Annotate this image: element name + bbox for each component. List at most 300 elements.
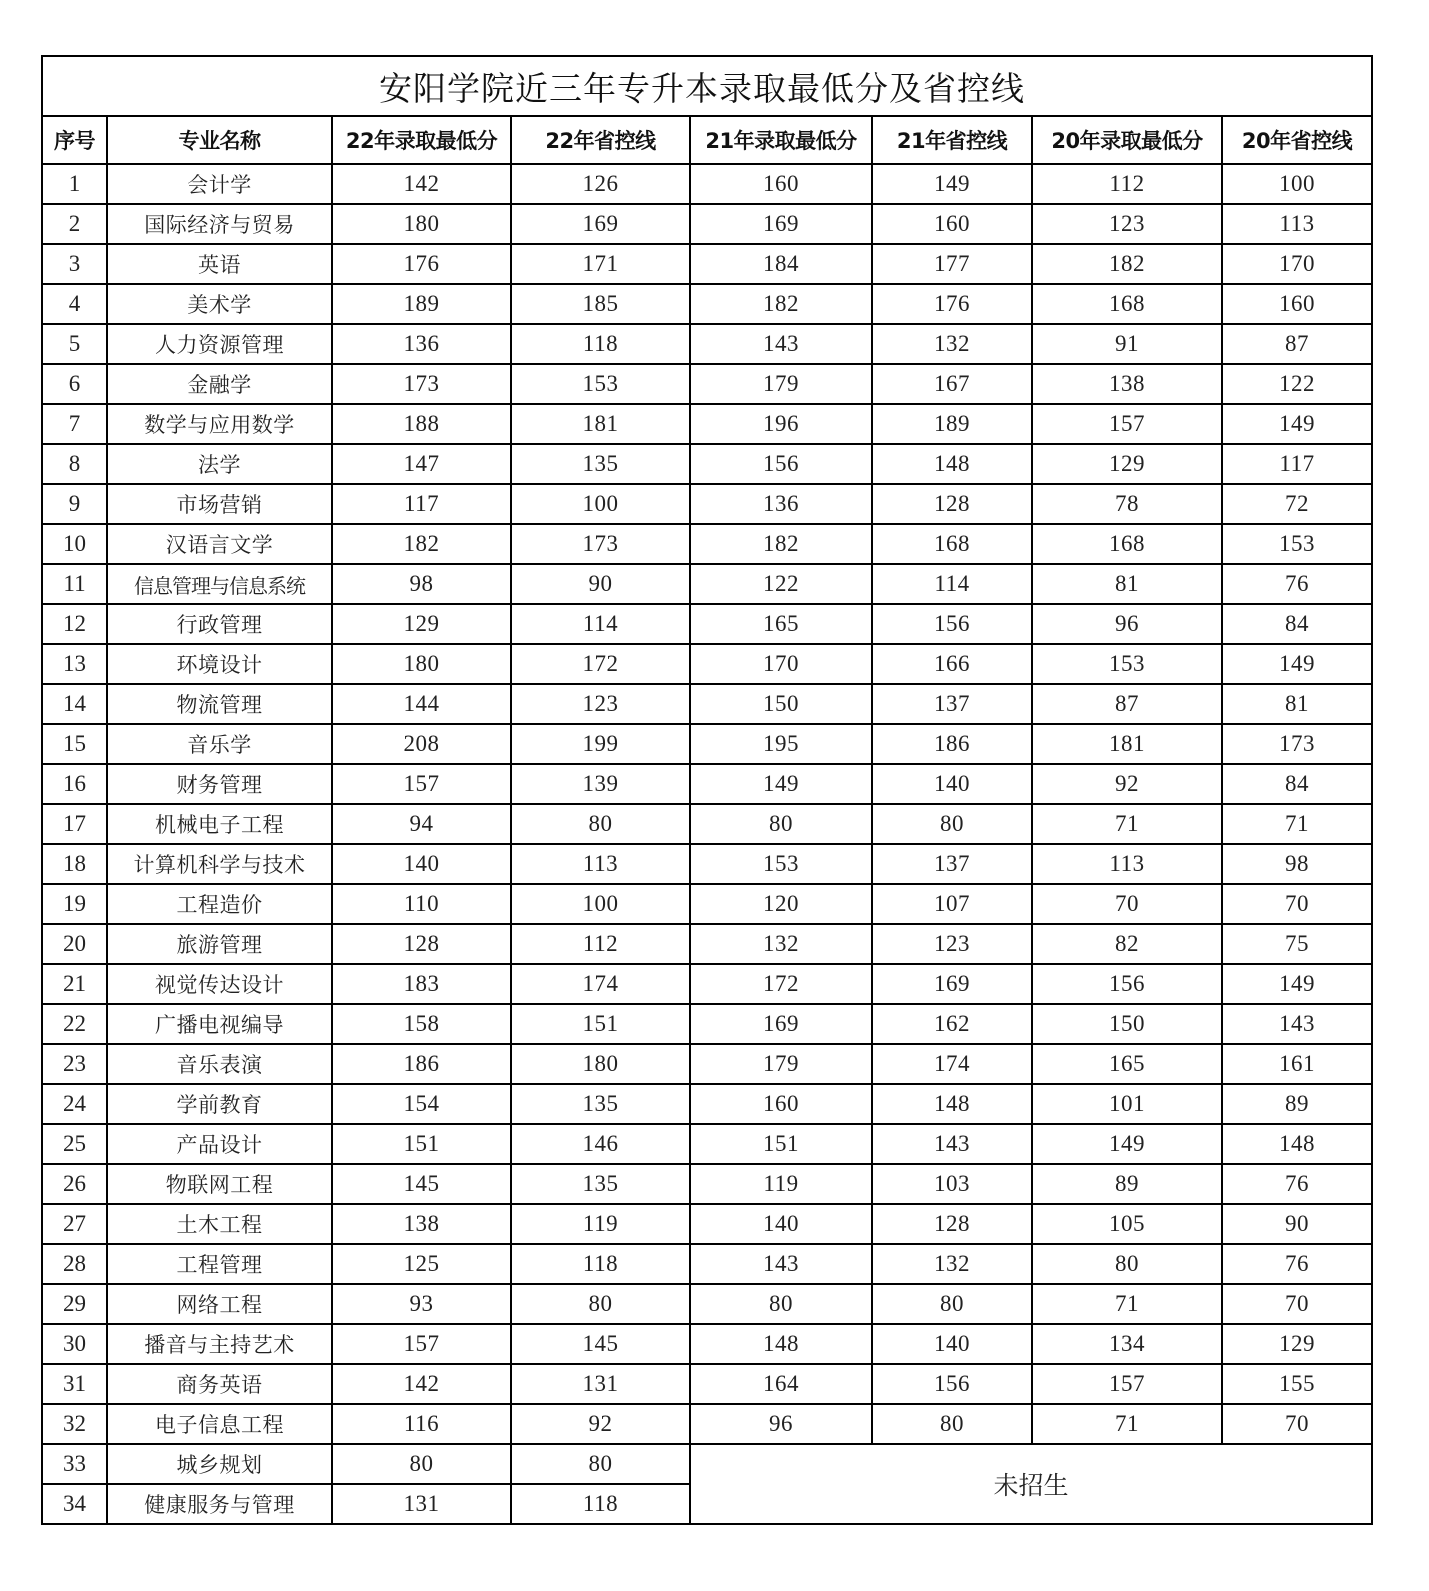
provincial-line-2020-cell: 160 (1222, 284, 1372, 324)
row-index-cell: 25 (42, 1124, 107, 1164)
column-header-row (42, 116, 1372, 164)
major-name-cell: 行政管理 (107, 604, 332, 644)
provincial-line-2020-cell: 70 (1222, 1404, 1372, 1444)
provincial-line-2021-cell: 160 (872, 204, 1032, 244)
table-row (42, 524, 1372, 564)
provincial-line-2020-cell: 170 (1222, 244, 1372, 284)
row-index-cell: 10 (42, 524, 107, 564)
min-score-2022-cell: 142 (332, 164, 511, 204)
major-name-cell: 环境设计 (107, 644, 332, 684)
min-score-2021-cell: 149 (690, 764, 872, 804)
provincial-line-2021-cell: 128 (872, 1204, 1032, 1244)
min-score-2020-cell: 156 (1032, 964, 1222, 1004)
provincial-line-2022-cell: 174 (511, 964, 690, 1004)
table-row (42, 844, 1372, 884)
min-score-2022-cell: 154 (332, 1084, 511, 1124)
row-index-cell: 21 (42, 964, 107, 1004)
min-score-2020-cell: 78 (1032, 484, 1222, 524)
column-header-provincial-line-2020: 20年省控线 (1222, 116, 1372, 164)
row-index-cell: 26 (42, 1164, 107, 1204)
admission-score-sheet (41, 55, 1370, 1525)
min-score-2021-cell: 96 (690, 1404, 872, 1444)
provincial-line-2021-cell: 189 (872, 404, 1032, 444)
min-score-2021-cell: 156 (690, 444, 872, 484)
min-score-2021-cell: 165 (690, 604, 872, 644)
row-index-cell: 7 (42, 404, 107, 444)
row-index-cell: 24 (42, 1084, 107, 1124)
row-index-cell: 9 (42, 484, 107, 524)
min-score-2020-cell: 105 (1032, 1204, 1222, 1244)
admission-score-table (41, 55, 1373, 1525)
min-score-2020-cell: 157 (1032, 404, 1222, 444)
min-score-2022-cell: 98 (332, 564, 511, 604)
min-score-2020-cell: 129 (1032, 444, 1222, 484)
row-index-cell: 27 (42, 1204, 107, 1244)
min-score-2020-cell: 101 (1032, 1084, 1222, 1124)
min-score-2022-cell: 93 (332, 1284, 511, 1324)
min-score-2021-cell: 184 (690, 244, 872, 284)
min-score-2022-cell: 129 (332, 604, 511, 644)
min-score-2020-cell: 92 (1032, 764, 1222, 804)
provincial-line-2022-cell: 171 (511, 244, 690, 284)
min-score-2021-cell: 150 (690, 684, 872, 724)
min-score-2022-cell: 131 (332, 1484, 511, 1524)
table-row (42, 444, 1372, 484)
row-index-cell: 17 (42, 804, 107, 844)
min-score-2020-cell: 71 (1032, 1404, 1222, 1444)
row-index-cell: 11 (42, 564, 107, 604)
min-score-2020-cell: 182 (1032, 244, 1222, 284)
provincial-line-2020-cell: 87 (1222, 324, 1372, 364)
table-row (42, 804, 1372, 844)
row-index-cell: 34 (42, 1484, 107, 1524)
table-row (42, 684, 1372, 724)
provincial-line-2022-cell: 131 (511, 1364, 690, 1404)
major-name-cell: 英语 (107, 244, 332, 284)
provincial-line-2020-cell: 70 (1222, 1284, 1372, 1324)
min-score-2021-cell: 80 (690, 1284, 872, 1324)
table-row (42, 1404, 1372, 1444)
table-row (42, 284, 1372, 324)
min-score-2020-cell: 168 (1032, 524, 1222, 564)
min-score-2021-cell: 172 (690, 964, 872, 1004)
row-index-cell: 18 (42, 844, 107, 884)
table-row (42, 644, 1372, 684)
provincial-line-2020-cell: 129 (1222, 1324, 1372, 1364)
table-row (42, 964, 1372, 1004)
major-name-cell: 音乐学 (107, 724, 332, 764)
table-row (42, 764, 1372, 804)
table-row (42, 164, 1372, 204)
column-header-min-score-2022: 22年录取最低分 (332, 116, 511, 164)
major-name-cell: 电子信息工程 (107, 1404, 332, 1444)
table-row (42, 1324, 1372, 1364)
provincial-line-2021-cell: 166 (872, 644, 1032, 684)
major-name-cell: 商务英语 (107, 1364, 332, 1404)
min-score-2020-cell: 113 (1032, 844, 1222, 884)
provincial-line-2020-cell: 98 (1222, 844, 1372, 884)
major-name-cell: 学前教育 (107, 1084, 332, 1124)
provincial-line-2021-cell: 132 (872, 1244, 1032, 1284)
row-index-cell: 33 (42, 1444, 107, 1484)
provincial-line-2020-cell: 122 (1222, 364, 1372, 404)
provincial-line-2022-cell: 112 (511, 924, 690, 964)
provincial-line-2022-cell: 173 (511, 524, 690, 564)
row-index-cell: 31 (42, 1364, 107, 1404)
min-score-2022-cell: 144 (332, 684, 511, 724)
provincial-line-2021-cell: 140 (872, 764, 1032, 804)
min-score-2021-cell: 132 (690, 924, 872, 964)
major-name-cell: 网络工程 (107, 1284, 332, 1324)
provincial-line-2021-cell: 80 (872, 804, 1032, 844)
min-score-2022-cell: 116 (332, 1404, 511, 1444)
min-score-2021-cell: 143 (690, 1244, 872, 1284)
major-name-cell: 汉语言文学 (107, 524, 332, 564)
table-row (42, 1004, 1372, 1044)
provincial-line-2022-cell: 145 (511, 1324, 690, 1364)
provincial-line-2020-cell: 100 (1222, 164, 1372, 204)
table-row (42, 364, 1372, 404)
provincial-line-2022-cell: 113 (511, 844, 690, 884)
min-score-2022-cell: 173 (332, 364, 511, 404)
min-score-2020-cell: 168 (1032, 284, 1222, 324)
provincial-line-2021-cell: 156 (872, 604, 1032, 644)
min-score-2021-cell: 151 (690, 1124, 872, 1164)
min-score-2022-cell: 180 (332, 644, 511, 684)
provincial-line-2020-cell: 76 (1222, 1164, 1372, 1204)
min-score-2020-cell: 91 (1032, 324, 1222, 364)
not-enrolled-note: 未招生 (690, 1444, 1372, 1524)
table-row (42, 1164, 1372, 1204)
table-row (42, 924, 1372, 964)
provincial-line-2022-cell: 114 (511, 604, 690, 644)
major-name-cell: 土木工程 (107, 1204, 332, 1244)
table-row (42, 404, 1372, 444)
row-index-cell: 22 (42, 1004, 107, 1044)
provincial-line-2022-cell: 146 (511, 1124, 690, 1164)
provincial-line-2021-cell: 149 (872, 164, 1032, 204)
row-index-cell: 3 (42, 244, 107, 284)
min-score-2020-cell: 96 (1032, 604, 1222, 644)
provincial-line-2022-cell: 135 (511, 444, 690, 484)
row-index-cell: 19 (42, 884, 107, 924)
min-score-2021-cell: 153 (690, 844, 872, 884)
provincial-line-2020-cell: 173 (1222, 724, 1372, 764)
provincial-line-2022-cell: 80 (511, 1284, 690, 1324)
provincial-line-2021-cell: 114 (872, 564, 1032, 604)
major-name-cell: 金融学 (107, 364, 332, 404)
provincial-line-2021-cell: 132 (872, 324, 1032, 364)
min-score-2022-cell: 176 (332, 244, 511, 284)
major-name-cell: 市场营销 (107, 484, 332, 524)
min-score-2021-cell: 148 (690, 1324, 872, 1364)
min-score-2020-cell: 150 (1032, 1004, 1222, 1044)
min-score-2022-cell: 158 (332, 1004, 511, 1044)
provincial-line-2022-cell: 118 (511, 1244, 690, 1284)
min-score-2020-cell: 81 (1032, 564, 1222, 604)
major-name-cell: 机械电子工程 (107, 804, 332, 844)
provincial-line-2022-cell: 90 (511, 564, 690, 604)
row-index-cell: 15 (42, 724, 107, 764)
major-name-cell: 城乡规划 (107, 1444, 332, 1484)
min-score-2021-cell: 80 (690, 804, 872, 844)
provincial-line-2020-cell: 117 (1222, 444, 1372, 484)
min-score-2021-cell: 160 (690, 164, 872, 204)
major-name-cell: 财务管理 (107, 764, 332, 804)
provincial-line-2022-cell: 118 (511, 324, 690, 364)
provincial-line-2022-cell: 199 (511, 724, 690, 764)
min-score-2020-cell: 80 (1032, 1244, 1222, 1284)
major-name-cell: 物流管理 (107, 684, 332, 724)
major-name-cell: 播音与主持艺术 (107, 1324, 332, 1364)
provincial-line-2020-cell: 149 (1222, 644, 1372, 684)
min-score-2021-cell: 195 (690, 724, 872, 764)
provincial-line-2021-cell: 156 (872, 1364, 1032, 1404)
min-score-2021-cell: 119 (690, 1164, 872, 1204)
provincial-line-2021-cell: 148 (872, 1084, 1032, 1124)
column-header-provincial-line-2022: 22年省控线 (511, 116, 690, 164)
major-name-cell: 数学与应用数学 (107, 404, 332, 444)
row-index-cell: 20 (42, 924, 107, 964)
provincial-line-2022-cell: 123 (511, 684, 690, 724)
column-header-provincial-line-2021: 21年省控线 (872, 116, 1032, 164)
table-row (42, 1244, 1372, 1284)
provincial-line-2020-cell: 90 (1222, 1204, 1372, 1244)
row-index-cell: 30 (42, 1324, 107, 1364)
min-score-2020-cell: 112 (1032, 164, 1222, 204)
row-index-cell: 6 (42, 364, 107, 404)
min-score-2021-cell: 182 (690, 524, 872, 564)
min-score-2022-cell: 142 (332, 1364, 511, 1404)
provincial-line-2022-cell: 80 (511, 804, 690, 844)
row-index-cell: 28 (42, 1244, 107, 1284)
table-row (42, 244, 1372, 284)
min-score-2020-cell: 71 (1032, 804, 1222, 844)
min-score-2022-cell: 110 (332, 884, 511, 924)
table-row (42, 1204, 1372, 1244)
min-score-2021-cell: 122 (690, 564, 872, 604)
min-score-2022-cell: 80 (332, 1444, 511, 1484)
min-score-2021-cell: 143 (690, 324, 872, 364)
provincial-line-2020-cell: 153 (1222, 524, 1372, 564)
provincial-line-2022-cell: 139 (511, 764, 690, 804)
min-score-2022-cell: 151 (332, 1124, 511, 1164)
provincial-line-2021-cell: 148 (872, 444, 1032, 484)
min-score-2020-cell: 70 (1032, 884, 1222, 924)
row-index-cell: 29 (42, 1284, 107, 1324)
provincial-line-2020-cell: 155 (1222, 1364, 1372, 1404)
major-name-cell: 法学 (107, 444, 332, 484)
provincial-line-2021-cell: 137 (872, 684, 1032, 724)
provincial-line-2020-cell: 71 (1222, 804, 1372, 844)
table-row (42, 484, 1372, 524)
min-score-2021-cell: 120 (690, 884, 872, 924)
min-score-2022-cell: 157 (332, 1324, 511, 1364)
table-row (42, 1444, 1372, 1484)
provincial-line-2021-cell: 176 (872, 284, 1032, 324)
provincial-line-2022-cell: 180 (511, 1044, 690, 1084)
provincial-line-2021-cell: 169 (872, 964, 1032, 1004)
provincial-line-2020-cell: 76 (1222, 1244, 1372, 1284)
provincial-line-2021-cell: 167 (872, 364, 1032, 404)
provincial-line-2022-cell: 169 (511, 204, 690, 244)
provincial-line-2020-cell: 149 (1222, 404, 1372, 444)
min-score-2022-cell: 140 (332, 844, 511, 884)
min-score-2021-cell: 179 (690, 1044, 872, 1084)
provincial-line-2022-cell: 135 (511, 1164, 690, 1204)
column-header-major: 专业名称 (107, 116, 332, 164)
row-index-cell: 14 (42, 684, 107, 724)
row-index-cell: 32 (42, 1404, 107, 1444)
provincial-line-2020-cell: 76 (1222, 564, 1372, 604)
min-score-2020-cell: 181 (1032, 724, 1222, 764)
major-name-cell: 国际经济与贸易 (107, 204, 332, 244)
provincial-line-2021-cell: 186 (872, 724, 1032, 764)
table-row (42, 604, 1372, 644)
min-score-2020-cell: 157 (1032, 1364, 1222, 1404)
min-score-2020-cell: 87 (1032, 684, 1222, 724)
major-name-cell: 健康服务与管理 (107, 1484, 332, 1524)
provincial-line-2022-cell: 153 (511, 364, 690, 404)
min-score-2020-cell: 149 (1032, 1124, 1222, 1164)
min-score-2022-cell: 189 (332, 284, 511, 324)
min-score-2022-cell: 138 (332, 1204, 511, 1244)
provincial-line-2021-cell: 128 (872, 484, 1032, 524)
min-score-2020-cell: 82 (1032, 924, 1222, 964)
table-row (42, 1284, 1372, 1324)
provincial-line-2022-cell: 126 (511, 164, 690, 204)
min-score-2020-cell: 153 (1032, 644, 1222, 684)
provincial-line-2020-cell: 70 (1222, 884, 1372, 924)
major-name-cell: 美术学 (107, 284, 332, 324)
row-index-cell: 4 (42, 284, 107, 324)
provincial-line-2022-cell: 181 (511, 404, 690, 444)
major-name-cell: 计算机科学与技术 (107, 844, 332, 884)
min-score-2020-cell: 89 (1032, 1164, 1222, 1204)
min-score-2020-cell: 138 (1032, 364, 1222, 404)
provincial-line-2020-cell: 84 (1222, 604, 1372, 644)
major-name-cell: 广播电视编导 (107, 1004, 332, 1044)
column-header-index: 序号 (42, 116, 107, 164)
major-name-cell: 人力资源管理 (107, 324, 332, 364)
major-name-cell: 产品设计 (107, 1124, 332, 1164)
table-row (42, 1364, 1372, 1404)
provincial-line-2020-cell: 75 (1222, 924, 1372, 964)
provincial-line-2020-cell: 113 (1222, 204, 1372, 244)
table-row (42, 204, 1372, 244)
table-row (42, 1044, 1372, 1084)
provincial-line-2022-cell: 185 (511, 284, 690, 324)
provincial-line-2020-cell: 81 (1222, 684, 1372, 724)
major-name-cell: 工程造价 (107, 884, 332, 924)
provincial-line-2021-cell: 137 (872, 844, 1032, 884)
provincial-line-2021-cell: 174 (872, 1044, 1032, 1084)
min-score-2022-cell: 117 (332, 484, 511, 524)
provincial-line-2022-cell: 118 (511, 1484, 690, 1524)
provincial-line-2022-cell: 151 (511, 1004, 690, 1044)
major-name-cell: 音乐表演 (107, 1044, 332, 1084)
provincial-line-2021-cell: 103 (872, 1164, 1032, 1204)
provincial-line-2021-cell: 177 (872, 244, 1032, 284)
major-name-cell: 视觉传达设计 (107, 964, 332, 1004)
provincial-line-2022-cell: 100 (511, 484, 690, 524)
row-index-cell: 13 (42, 644, 107, 684)
provincial-line-2020-cell: 161 (1222, 1044, 1372, 1084)
min-score-2021-cell: 169 (690, 1004, 872, 1044)
row-index-cell: 1 (42, 164, 107, 204)
min-score-2022-cell: 136 (332, 324, 511, 364)
provincial-line-2021-cell: 80 (872, 1284, 1032, 1324)
min-score-2021-cell: 179 (690, 364, 872, 404)
table-body (42, 164, 1372, 1524)
provincial-line-2021-cell: 107 (872, 884, 1032, 924)
major-name-cell: 信息管理与信息系统 (107, 564, 332, 604)
provincial-line-2021-cell: 123 (872, 924, 1032, 964)
provincial-line-2021-cell: 143 (872, 1124, 1032, 1164)
min-score-2022-cell: 208 (332, 724, 511, 764)
provincial-line-2020-cell: 72 (1222, 484, 1372, 524)
min-score-2021-cell: 170 (690, 644, 872, 684)
major-name-cell: 工程管理 (107, 1244, 332, 1284)
min-score-2022-cell: 94 (332, 804, 511, 844)
provincial-line-2020-cell: 148 (1222, 1124, 1372, 1164)
min-score-2021-cell: 140 (690, 1204, 872, 1244)
provincial-line-2020-cell: 89 (1222, 1084, 1372, 1124)
min-score-2022-cell: 180 (332, 204, 511, 244)
min-score-2022-cell: 183 (332, 964, 511, 1004)
table-title-cell (42, 56, 1372, 116)
provincial-line-2022-cell: 80 (511, 1444, 690, 1484)
column-header-min-score-2021: 21年录取最低分 (690, 116, 872, 164)
row-index-cell: 8 (42, 444, 107, 484)
min-score-2022-cell: 157 (332, 764, 511, 804)
row-index-cell: 16 (42, 764, 107, 804)
provincial-line-2022-cell: 92 (511, 1404, 690, 1444)
table-row (42, 1084, 1372, 1124)
min-score-2020-cell: 71 (1032, 1284, 1222, 1324)
major-name-cell: 会计学 (107, 164, 332, 204)
min-score-2020-cell: 165 (1032, 1044, 1222, 1084)
min-score-2022-cell: 147 (332, 444, 511, 484)
min-score-2020-cell: 134 (1032, 1324, 1222, 1364)
min-score-2020-cell: 123 (1032, 204, 1222, 244)
min-score-2021-cell: 169 (690, 204, 872, 244)
table-row (42, 324, 1372, 364)
table-title: 安阳学院近三年专升本录取最低分及省控线 (379, 68, 1025, 108)
row-index-cell: 12 (42, 604, 107, 644)
min-score-2021-cell: 164 (690, 1364, 872, 1404)
major-name-cell: 物联网工程 (107, 1164, 332, 1204)
provincial-line-2020-cell: 84 (1222, 764, 1372, 804)
min-score-2021-cell: 160 (690, 1084, 872, 1124)
provincial-line-2020-cell: 143 (1222, 1004, 1372, 1044)
provincial-line-2021-cell: 168 (872, 524, 1032, 564)
provincial-line-2022-cell: 172 (511, 644, 690, 684)
min-score-2021-cell: 196 (690, 404, 872, 444)
row-index-cell: 2 (42, 204, 107, 244)
min-score-2021-cell: 136 (690, 484, 872, 524)
table-row (42, 884, 1372, 924)
column-header-min-score-2020: 20年录取最低分 (1032, 116, 1222, 164)
min-score-2022-cell: 182 (332, 524, 511, 564)
major-name-cell: 旅游管理 (107, 924, 332, 964)
provincial-line-2022-cell: 119 (511, 1204, 690, 1244)
provincial-line-2022-cell: 135 (511, 1084, 690, 1124)
provincial-line-2021-cell: 80 (872, 1404, 1032, 1444)
provincial-line-2022-cell: 100 (511, 884, 690, 924)
table-row (42, 564, 1372, 604)
min-score-2022-cell: 145 (332, 1164, 511, 1204)
